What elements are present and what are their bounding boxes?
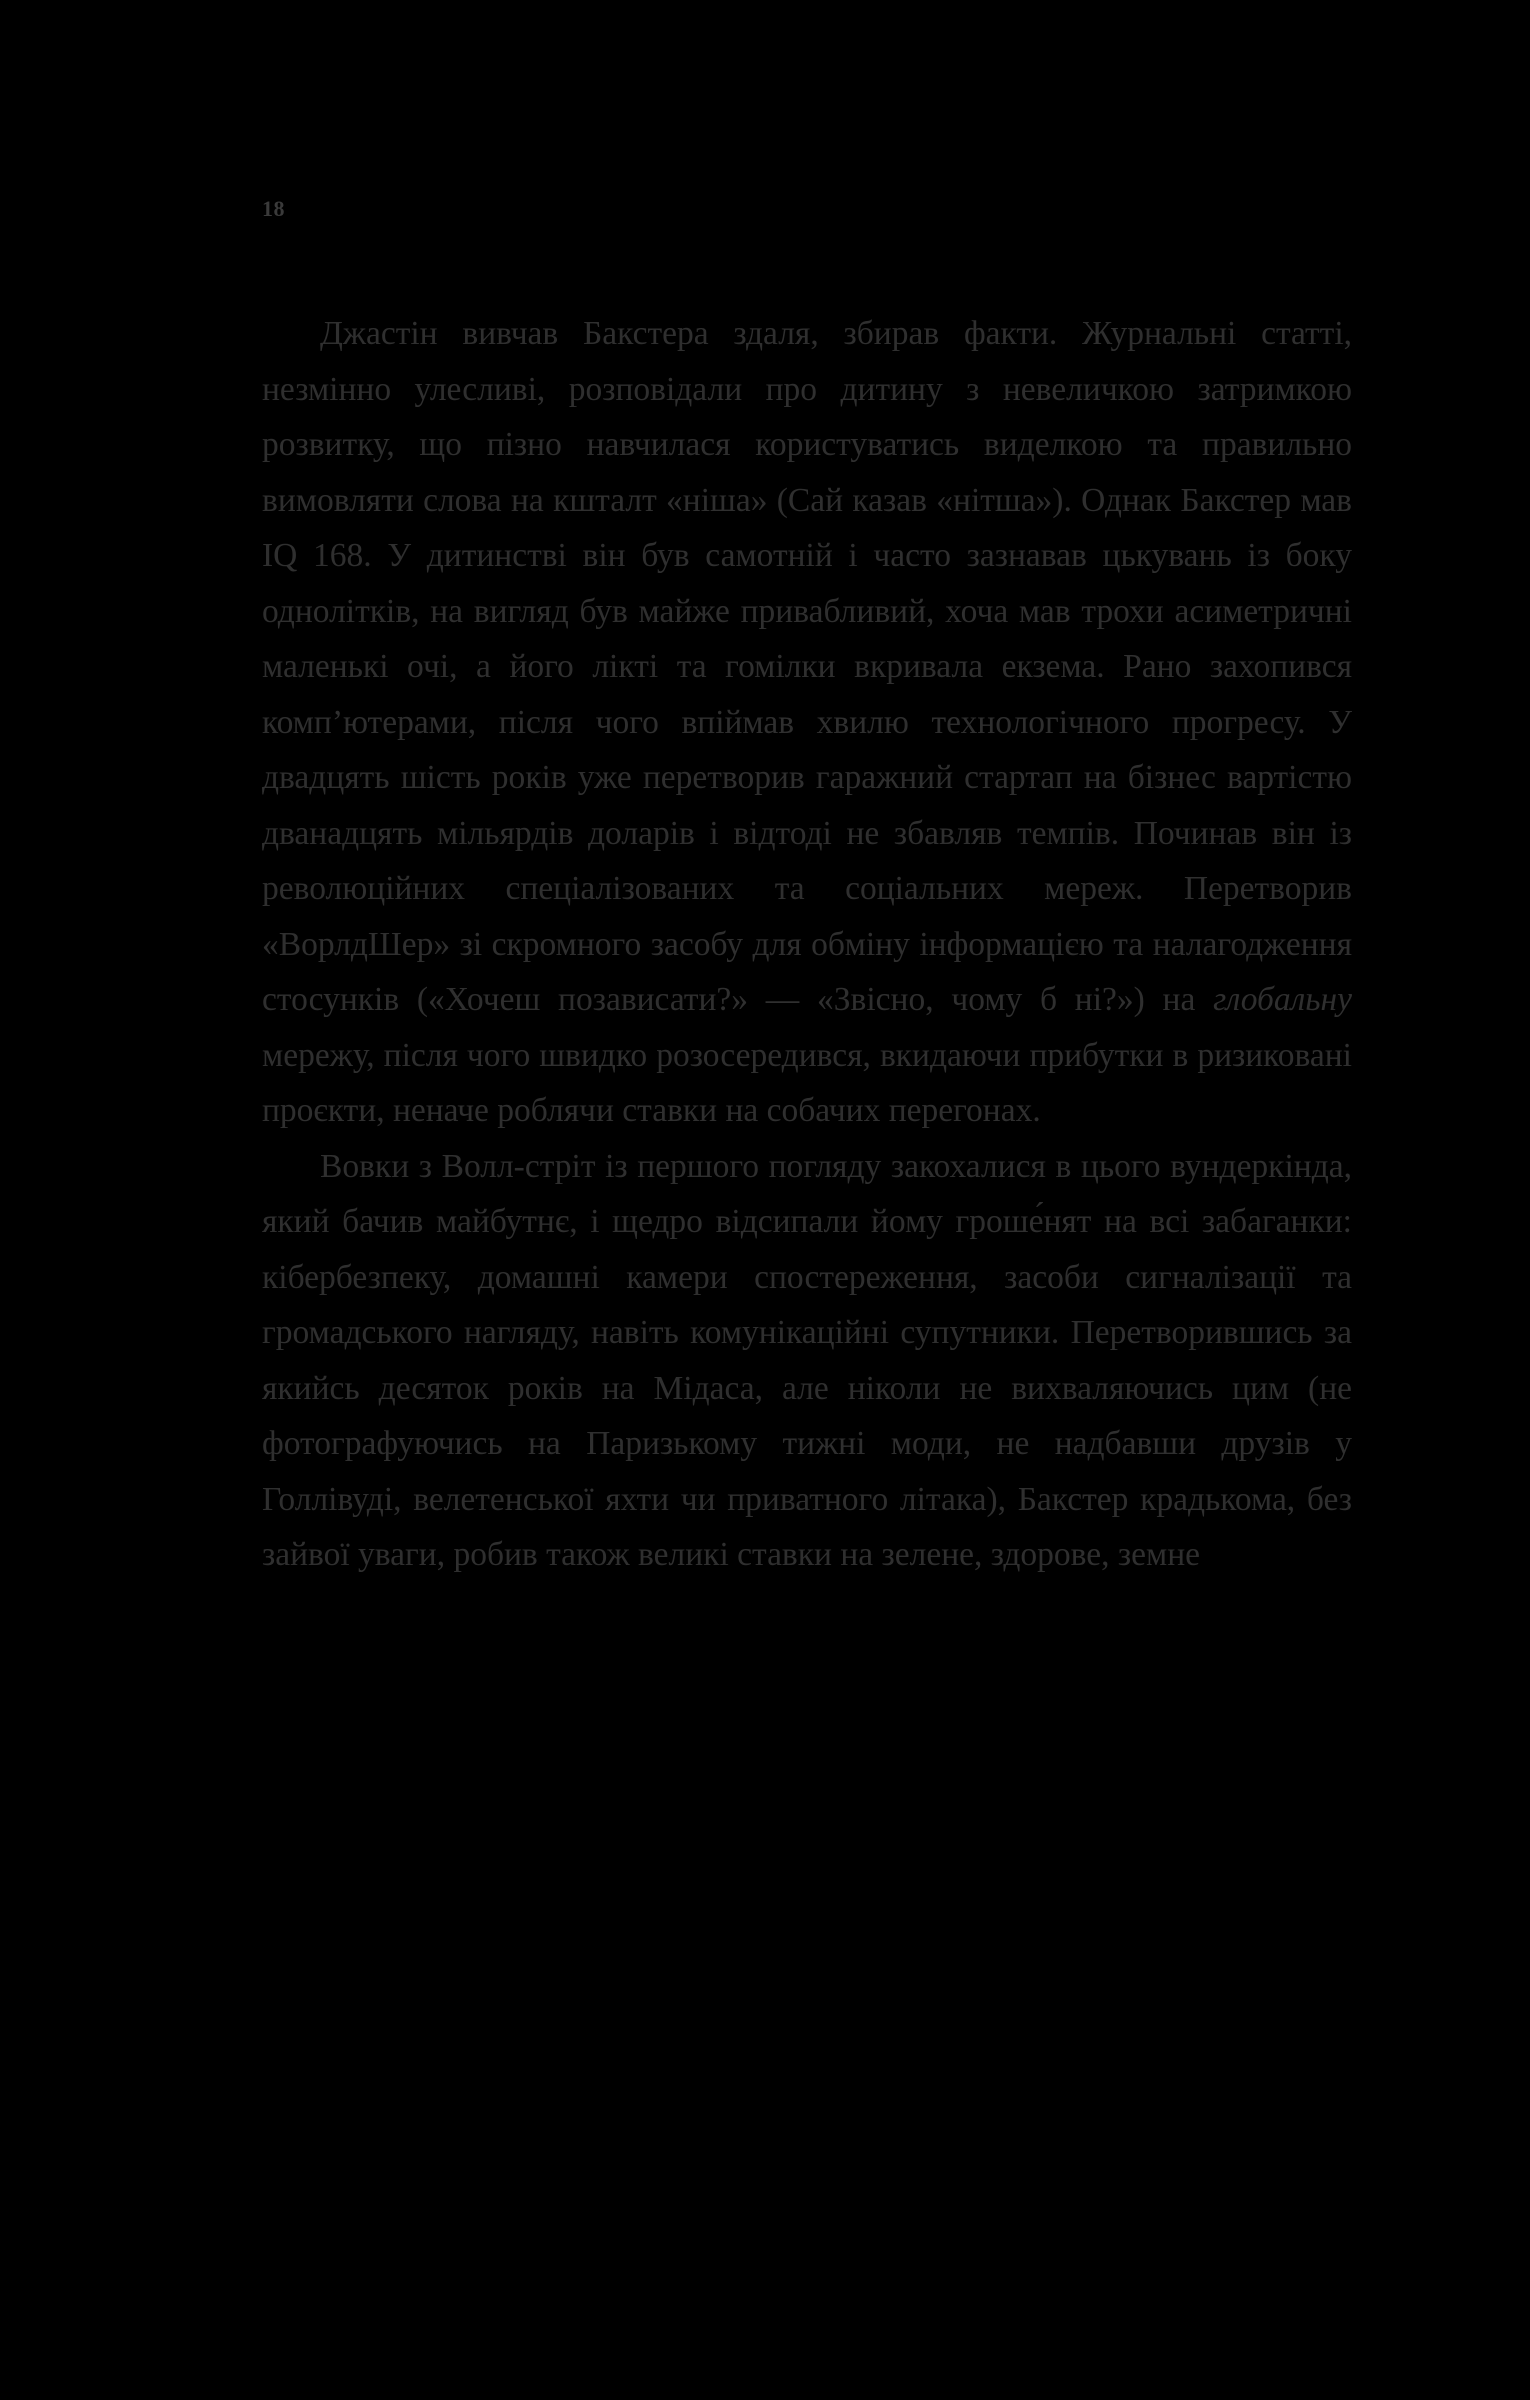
paragraph-1-text-part-2: мережу, після чого швидко розосередився, вкидаючи прибутки в ризиковані проєкти, неначе роблячи ставки на собачих перегонах. bbox=[262, 1036, 1352, 1129]
page-content bbox=[262, 196, 1352, 1583]
page-number: 18 bbox=[262, 196, 285, 221]
paragraph-1-emphasis: глобальну bbox=[1213, 981, 1352, 1018]
paragraph-1 bbox=[262, 306, 1352, 1139]
paragraph-2: Вовки з Волл-стріт із першого погляду закохалися в цього вундеркінда, який бачив майбутнє, і щедро відсипали йому гроше́нят на всі забаганки: кібербезпеку, домашні камери спостереження, засоби сигналізації та громадського нагляду, навіть комунікаційні супутники. Перетворившись за якийсь десяток років на Мідаса, але ніколи не вихваляючись цим (не фотографуючись на Паризькому тижні моди, не надбавши друзів у Голлівуді, велетенської яхти чи приватного літака), Бакстер крадькома, без зайвої уваги, робив також великі ставки на зелене, здорове, земне bbox=[262, 1147, 1352, 1573]
body-text bbox=[262, 306, 1352, 1583]
paragraph-1-text-part-1: Джастін вивчав Бакстера здаля, збирав факти. Журнальні статті, незмінно улесливі, розповідали про дитину з невеличкою затримкою розвитку, що пізно навчилася користуватись виделкою та правильно вимовляти слова на кшталт «ніша» (Сай казав «нітша»). Однак Бакстер мав IQ 168. У дитинстві він був самотній і часто зазнавав цькувань із боку однолітків, на вигляд був майже привабливий, хоча мав трохи асиметричні маленькі очі, а його лікті та гомілки вкривала екзема. Рано захопився комп’ютерами, після чого впіймав хвилю технологічного прогресу. У двадцять шість років уже перетворив гаражний стартап на бізнес вартістю дванадцять мільярдів доларів і відтоді не збавляв темпів. Починав він із революційних спеціалізованих та соціальних мереж. Перетворив «ВорлдШер» зі скромного засобу для обміну інформацією та налагодження стосунків («Хочеш позависати?» — «Звісно, чому б ні?») на bbox=[262, 315, 1352, 1018]
